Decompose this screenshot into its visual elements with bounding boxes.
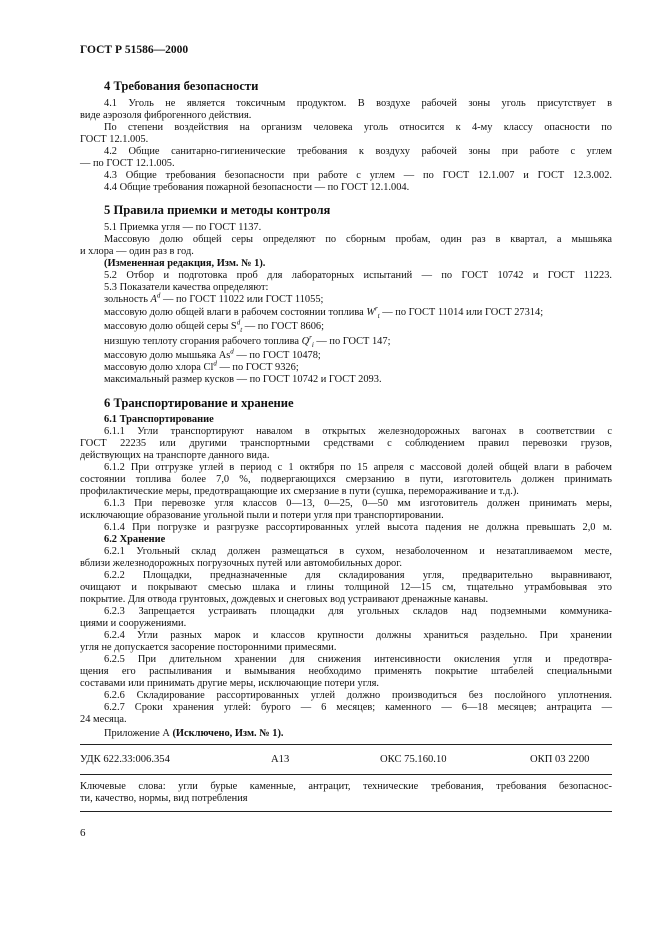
section-5-title: 5 Правила приемки и методы контроля	[104, 203, 331, 217]
para-6-2-5-line-3: составами или принимать другие меры, исключающие потери угля.	[80, 678, 380, 689]
indicator-chlorine: массовую долю хлора Cl$^d$ — по ГОСТ 9326;	[104, 359, 299, 373]
keywords-line-2: ти, качество, нормы, вид потребления	[80, 793, 248, 804]
para-6-2-1-line-1: 6.2.1 Угольный склад должен размещаться в сухом, незаболоченном и незатапливаемом месте,	[104, 546, 612, 557]
footer-rule-top	[80, 744, 612, 745]
para-5-1: 5.1 Приемка угля — по ГОСТ 1137.	[104, 222, 262, 233]
para-6-2-3-line-2: циями и сооружениями.	[80, 618, 187, 629]
indicator-calorific: низшую теплоту сгорания рабочего топлива $Q^r_i$ — по ГОСТ 147;	[104, 333, 391, 350]
subsection-6-1-title: 6.1 Транспортирование	[104, 414, 214, 425]
para-4-1-line-3: По степени воздействия на организм человека уголь относится к 4-му классу опасности по	[104, 122, 612, 133]
para-6-1-2-line-3: профилактические меры, предотвращающие их смерзание в пути (сушка, перемораживание и т.д.).	[80, 486, 519, 497]
para-6-2-3-line-1: 6.2.3 Запрещается устраивать площадки для угольных складов над подземными коммуника-	[104, 606, 612, 617]
para-6-2-4-line-1: 6.2.4 Угли разных марок и классов крупности должны храниться раздельно. При хранении	[104, 630, 612, 641]
a13-code: А13	[271, 754, 290, 765]
appendix-note: Приложение А (Исключено, Изм. № 1).	[104, 728, 284, 739]
keywords-line-1: Ключевые слова: угли бурые каменные, антрацит, технические требования, требования безопаснос-	[80, 781, 612, 792]
para-4-3: 4.3 Общие требования безопасности при работе с углем — по ГОСТ 12.1.007 и ГОСТ 12.3.002.	[104, 170, 612, 181]
para-4-1-line-1: 4.1 Уголь не является токсичным продуктом. В воздухе рабочей зоны уголь присутствует в	[104, 98, 612, 109]
para-6-1-2-line-2: состоянии топлива более 7,0 %, подвергающихся смерзанию в пути, изготовитель должен принимать	[80, 474, 612, 485]
para-5-2: 5.2 Отбор и подготовка проб для лабораторных испытаний — по ГОСТ 10742 и ГОСТ 11223.	[104, 270, 612, 281]
document-header: ГОСТ Р 51586—2000	[80, 44, 189, 56]
indicator-moisture: массовую долю общей влаги в рабочем состоянии топлива $W^r_t$ — по ГОСТ 11014 или ГОСТ 27314;	[104, 304, 544, 321]
indicator-arsenic: массовую долю мышьяка As$^d$ — по ГОСТ 10478;	[104, 347, 321, 361]
para-6-1-2-line-1: 6.1.2 При отгрузке углей в период с 1 октября по 15 апреля с массовой долей общей влаги в рабочем	[104, 462, 612, 473]
para-5-3: 5.3 Показатели качества определяют:	[104, 282, 269, 293]
para-6-2-2-line-2: очищают и покрывают смесью шлака и глины толщиной 12—15 см, тщательно утрамбовывая это	[80, 582, 612, 593]
para-6-1-1-line-2: ГОСТ 22235 или другими транспортными средствами с соблюдением правил перевозки грузов,	[80, 438, 612, 449]
para-6-2-7-line-2: 24 месяца.	[80, 714, 127, 725]
para-6-1-3-line-1: 6.1.3 При перевозке угля классов 0—13, 0—25, 0—50 мм изготовитель должен принимать меры,	[104, 498, 612, 509]
para-4-1-line-4: ГОСТ 12.1.005.	[80, 134, 149, 145]
para-6-1-1-line-1: 6.1.1 Угли транспортируют навалом в открытых железнодорожных вагонах в соответствии с	[104, 426, 612, 437]
oks-code: ОКС 75.160.10	[380, 754, 447, 765]
indicator-lump-size: максимальный размер кусков — по ГОСТ 10742 и ГОСТ 2093.	[104, 374, 382, 385]
para-6-2-5-line-2: щения его распыливания и вымывания необходимо применять покрытие штабелей специальными	[80, 666, 612, 677]
indicator-sulfur: массовую долю общей серы $S^d_t$ — по ГОСТ 8606;	[104, 318, 325, 335]
section-4-title: 4 Требования безопасности	[104, 79, 259, 93]
para-6-1-1-line-3: действующих на транспорте данного вида.	[80, 450, 270, 461]
para-4-1-line-2: виде аэрозоля фиброгенного действия.	[80, 110, 252, 121]
para-5-1-line-3: и хлора — один раз в год.	[80, 246, 194, 257]
footer-rule-end	[80, 811, 612, 812]
para-6-2-4-line-2: угля не допускается засорение посторонними примесями.	[80, 642, 337, 653]
para-6-2-7-line-1: 6.2.7 Сроки хранения углей: бурого — 6 месяцев; каменного — 6—18 месяцев; антрацита —	[104, 702, 612, 713]
udk-code: УДК 622.33:006.354	[80, 754, 170, 765]
subsection-6-2-title: 6.2 Хранение	[104, 534, 166, 545]
para-4-4: 4.4 Общие требования пожарной безопасности — по ГОСТ 12.1.004.	[104, 182, 410, 193]
indicator-ash: зольность $A^d$ — по ГОСТ 11022 или ГОСТ 11055;	[104, 291, 324, 305]
page-number: 6	[80, 827, 86, 839]
para-6-2-1-line-2: вблизи железнодорожных погрузочных путей или автомобильных дорог.	[80, 558, 402, 569]
para-6-2-2-line-3: покрытие. Для отвода грунтовых, дождевых и снеговых вод устраивают дренажные канавы.	[80, 594, 489, 605]
para-6-1-3-line-2: исключающие образование угольной пыли и потери угля при транспортировании.	[80, 510, 444, 521]
para-4-2-line-1: 4.2 Общие санитарно-гигиенические требования к воздуху рабочей зоны при работе с углем	[104, 146, 612, 157]
para-4-2-line-2: — по ГОСТ 12.1.005.	[80, 158, 175, 169]
okp-code: ОКП 03 2200	[530, 754, 590, 765]
section-6-title: 6 Транспортирование и хранение	[104, 396, 294, 410]
footer-rule-bottom	[80, 774, 612, 775]
para-6-1-4: 6.1.4 При погрузке и разгрузке рассортированных углей высота падения не должна превышать 2,0 м.	[104, 522, 612, 533]
para-6-2-5-line-1: 6.2.5 При длительном хранении для снижения интенсивности окисления угля и предотвра-	[104, 654, 612, 665]
para-6-2-6: 6.2.6 Складирование рассортированных углей должно производиться без послойного уплотнения.	[104, 690, 612, 701]
amendment-note: (Измененная редакция, Изм. № 1).	[104, 258, 266, 269]
para-6-2-2-line-1: 6.2.2 Площадки, предназначенные для складирования угля, предварительно выравнивают,	[104, 570, 612, 581]
para-5-1-line-2: Массовую долю общей серы определяют по сборным пробам, один раз в квартал, а мышьяка	[104, 234, 612, 245]
